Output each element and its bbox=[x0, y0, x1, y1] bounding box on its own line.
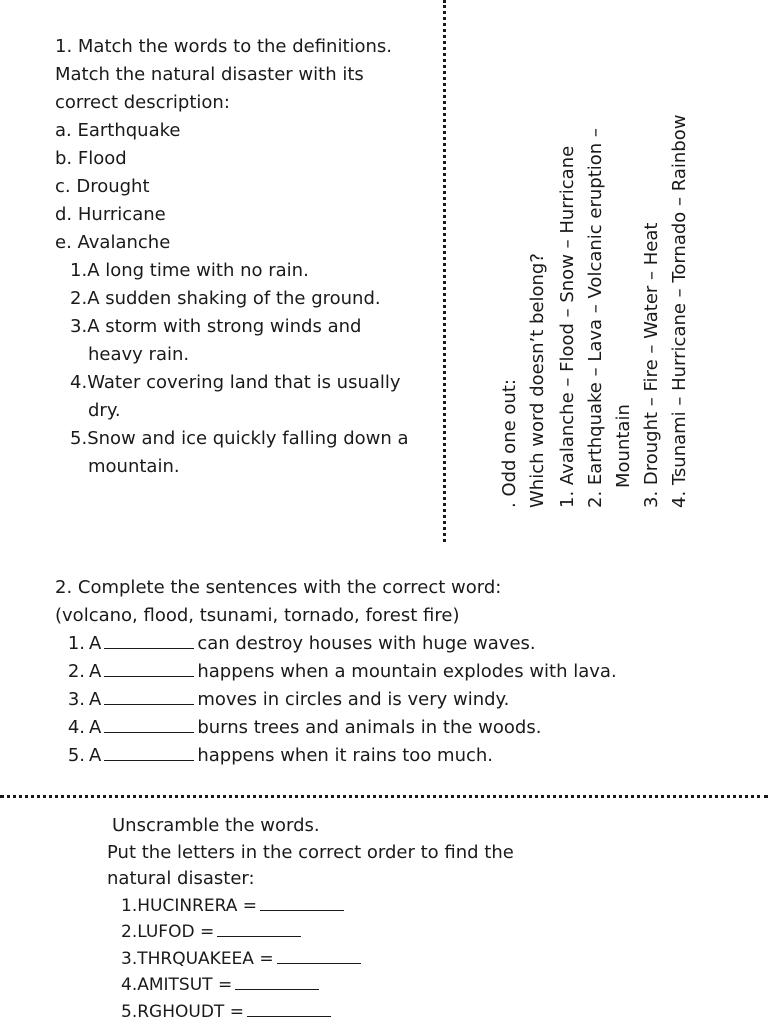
definition-item-cont: mountain. bbox=[55, 453, 435, 481]
sentence-item: 3. A moves in circles and is very windy. bbox=[55, 686, 755, 714]
word-option: b. Flood bbox=[55, 145, 435, 173]
answer-blank[interactable] bbox=[104, 731, 194, 733]
definition-item-cont: dry. bbox=[55, 397, 435, 425]
odd-one-out-item: 1. Avalanche – Flood – Snow – Hurricane bbox=[554, 146, 582, 508]
unscramble-item: 5.RGHOUDT = bbox=[107, 999, 707, 1025]
section3-instruction-cont: natural disaster: bbox=[107, 866, 707, 893]
sentence-item: 2. A happens when a mountain explodes with lava. bbox=[55, 658, 755, 686]
definition-item-cont: heavy rain. bbox=[55, 341, 435, 369]
section3-instruction: Put the letters in the correct order to find the bbox=[107, 840, 707, 867]
unscramble-item: 2.LUFOD = bbox=[107, 919, 707, 946]
definition-item: 2.A sudden shaking of the ground. bbox=[55, 285, 435, 313]
answer-blank[interactable] bbox=[104, 703, 194, 705]
section1-instruction: Match the natural disaster with its bbox=[55, 61, 435, 89]
answer-blank[interactable] bbox=[104, 647, 194, 649]
horizontal-dotted-divider bbox=[0, 795, 768, 798]
odd-one-out-item: 2. Earthquake – Lava – Volcanic eruption – bbox=[582, 128, 610, 508]
unscramble-section bbox=[107, 813, 707, 1025]
word-option: e. Avalanche bbox=[55, 229, 435, 257]
matching-section bbox=[55, 33, 435, 481]
definition-item: 4.Water covering land that is usually bbox=[55, 369, 435, 397]
odd-one-out-question: Which word doesn’t belong? bbox=[524, 253, 552, 508]
answer-blank[interactable] bbox=[104, 675, 194, 677]
odd-one-out-item: 3. Drought – Fire – Water – Heat bbox=[638, 223, 666, 508]
sentence-item: 1. A can destroy houses with huge waves. bbox=[55, 630, 755, 658]
answer-blank[interactable] bbox=[217, 935, 301, 937]
section3-title: Unscramble the words. bbox=[107, 813, 707, 840]
complete-sentences-section bbox=[55, 574, 755, 770]
unscramble-item: 3.THRQUAKEEA = bbox=[107, 946, 707, 973]
section1-instruction-cont: correct description: bbox=[55, 89, 435, 117]
answer-blank[interactable] bbox=[260, 909, 344, 911]
word-bank: (volcano, flood, tsunami, tornado, forest fire) bbox=[55, 602, 755, 630]
answer-blank[interactable] bbox=[247, 1015, 331, 1017]
unscramble-item: 1.HUCINRERA = bbox=[107, 893, 707, 920]
answer-blank[interactable] bbox=[235, 988, 319, 990]
vertical-dotted-divider bbox=[443, 0, 446, 542]
definition-item: 5.Snow and ice quickly falling down a bbox=[55, 425, 435, 453]
odd-one-out-title: . Odd one out: bbox=[496, 379, 524, 508]
word-option: a. Earthquake bbox=[55, 117, 435, 145]
word-option: c. Drought bbox=[55, 173, 435, 201]
unscramble-item: 4.AMITSUT = bbox=[107, 972, 707, 999]
definition-item: 3.A storm with strong winds and bbox=[55, 313, 435, 341]
sentence-item: 5. A happens when it rains too much. bbox=[55, 742, 755, 770]
odd-one-out-item: 4. Tsunami – Hurricane – Tornado – Rainbow bbox=[666, 115, 694, 508]
answer-blank[interactable] bbox=[104, 759, 194, 761]
word-option: d. Hurricane bbox=[55, 201, 435, 229]
odd-one-out-item-cont: Mountain bbox=[610, 404, 638, 488]
definition-item: 1.A long time with no rain. bbox=[55, 257, 435, 285]
answer-blank[interactable] bbox=[277, 962, 361, 964]
section1-title: 1. Match the words to the definitions. bbox=[55, 33, 435, 61]
sentence-item: 4. A burns trees and animals in the woods. bbox=[55, 714, 755, 742]
section2-title: 2. Complete the sentences with the correct word: bbox=[55, 574, 755, 602]
odd-one-out-section bbox=[496, 38, 696, 508]
